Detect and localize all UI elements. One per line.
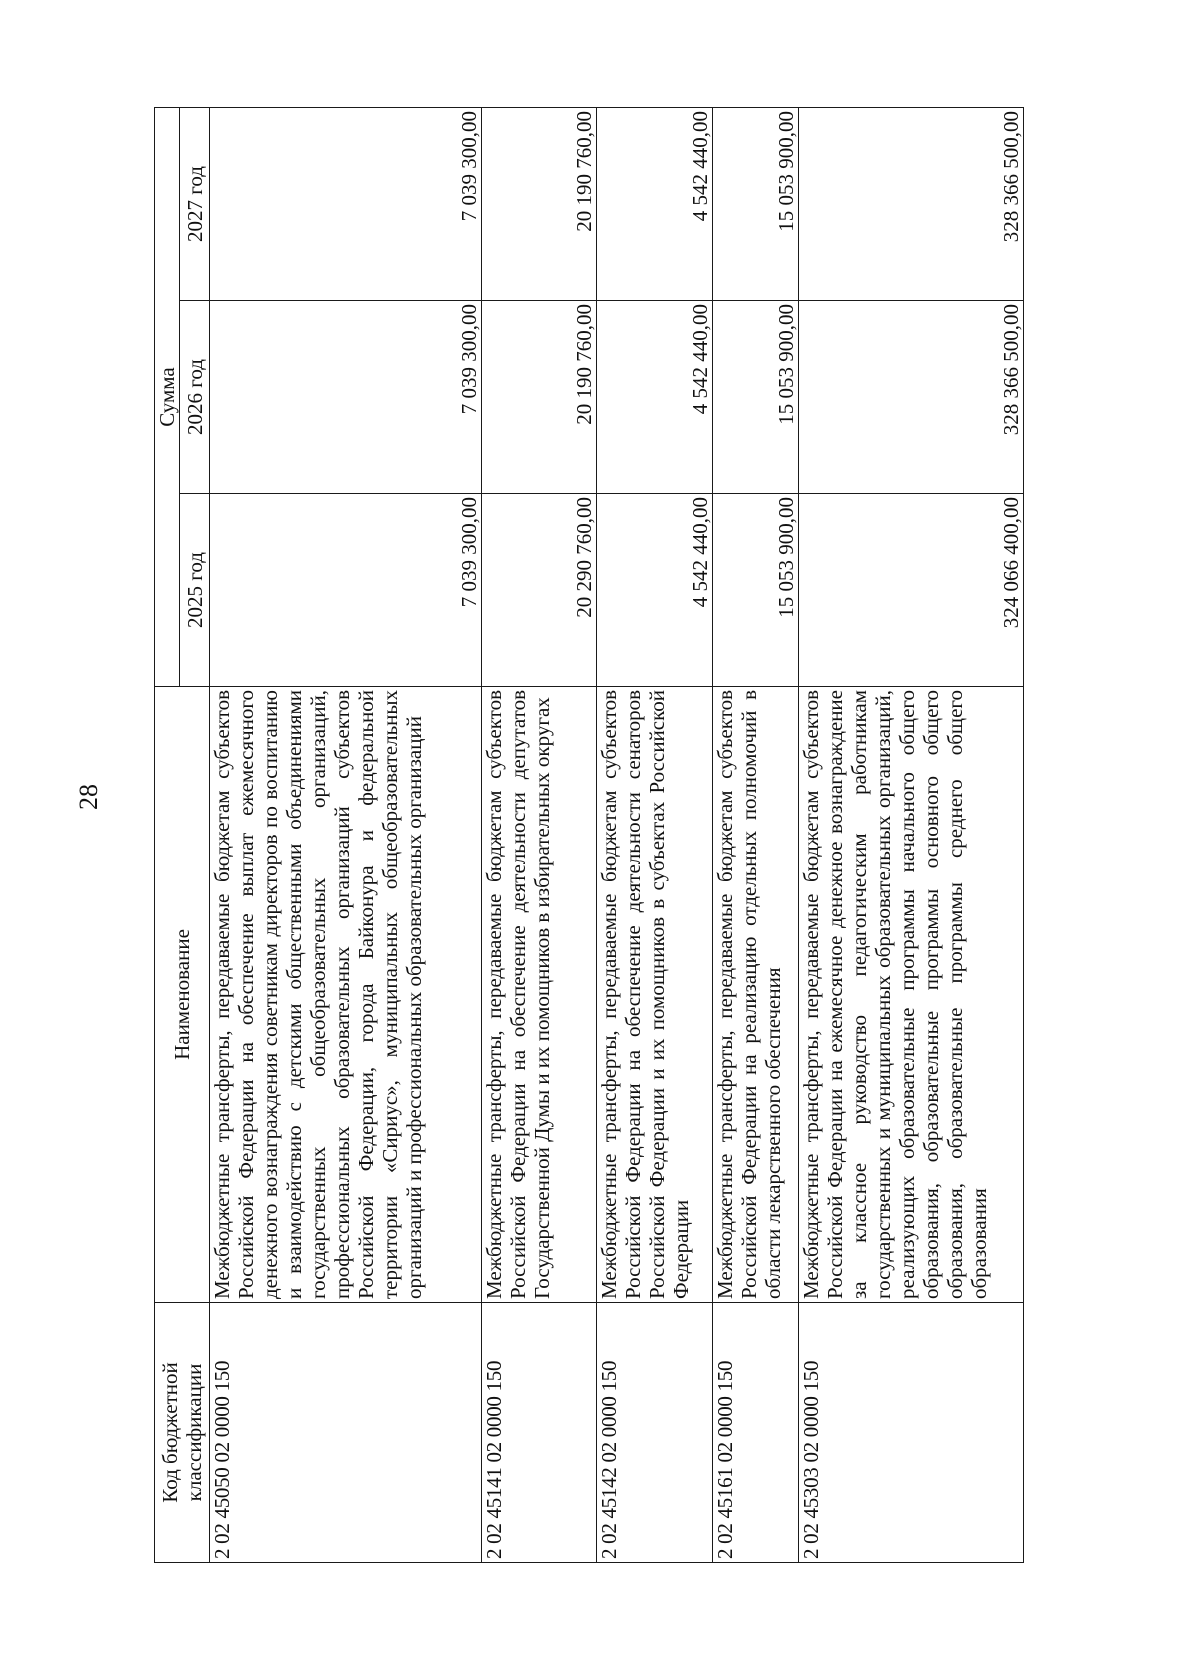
table-row	[712, 108, 798, 1563]
table-row	[482, 108, 597, 1563]
row-name: Межбюджетные трансферты, передаваемые бюджетам субъектов Российской Федерации на обеспечение выплат ежемесячного денежного вознаграждения советникам директоров по воспитанию и взаимодействию с детскими общественными объединениями государственных общеобразовательных организаций, профессиональных образовательных организаций субъектов Российской Федерации, города Байконура и федеральной территории «Сириус», муниципальных общеобразовательных организаций и профессиональных образовательных организаций	[210, 687, 482, 1303]
row-amount-2026: 328 366 500,00	[798, 301, 1023, 494]
row-name: Межбюджетные трансферты, передаваемые бюджетам субъектов Российской Федерации на ежемесячное денежное вознаграждение за классное руководство педагогическим работникам государственных и муниципальных образовательных организаций, реализующих образовательные программы начального общего образования, образовательные программы основного общего образования, образовательные программы среднего общего образования	[798, 687, 1023, 1303]
row-code: 2 02 45141 02 0000 150	[482, 1303, 597, 1563]
row-code: 2 02 45142 02 0000 150	[596, 1303, 712, 1563]
row-code: 2 02 45050 02 0000 150	[210, 1303, 482, 1563]
table-row	[596, 108, 712, 1563]
table-row	[798, 108, 1023, 1563]
header-code: Код бюджетной классификации	[155, 1303, 210, 1563]
rotated-table-wrapper	[154, 107, 1024, 1563]
row-name: Межбюджетные трансферты, передаваемые бюджетам субъектов Российской Федерации на обеспечение деятельности депутатов Государственной Думы и их помощников в избирательных округах	[482, 687, 597, 1303]
row-amount-2026: 15 053 900,00	[712, 301, 798, 494]
row-amount-2027: 328 366 500,00	[798, 108, 1023, 301]
row-amount-2025: 7 039 300,00	[210, 494, 482, 687]
row-amount-2025: 15 053 900,00	[712, 494, 798, 687]
row-amount-2027: 20 190 760,00	[482, 108, 597, 301]
row-amount-2025: 20 290 760,00	[482, 494, 597, 687]
header-year-2027: 2027 год	[180, 108, 210, 301]
row-amount-2027: 15 053 900,00	[712, 108, 798, 301]
row-amount-2026: 20 190 760,00	[482, 301, 597, 494]
budget-table	[154, 107, 1024, 1563]
page-number: 28	[74, 784, 103, 810]
table-row	[210, 108, 482, 1563]
header-year-2026: 2026 год	[180, 301, 210, 494]
row-amount-2027: 7 039 300,00	[210, 108, 482, 301]
row-code: 2 02 45161 02 0000 150	[712, 1303, 798, 1563]
row-amount-2027: 4 542 440,00	[596, 108, 712, 301]
row-name: Межбюджетные трансферты, передаваемые бюджетам субъектов Российской Федерации на обеспечение деятельности сенаторов Российской Федерации и их помощников в субъектах Российской Федерации	[596, 687, 712, 1303]
header-name: Наименование	[155, 687, 210, 1303]
header-row-1	[155, 108, 180, 1563]
row-name: Межбюджетные трансферты, передаваемые бюджетам субъектов Российской Федерации на реализацию отдельных полномочий в области лекарственного обеспечения	[712, 687, 798, 1303]
row-amount-2026: 7 039 300,00	[210, 301, 482, 494]
row-amount-2025: 324 066 400,00	[798, 494, 1023, 687]
row-amount-2025: 4 542 440,00	[596, 494, 712, 687]
header-year-2025: 2025 год	[180, 494, 210, 687]
row-amount-2026: 4 542 440,00	[596, 301, 712, 494]
row-code: 2 02 45303 02 0000 150	[798, 1303, 1023, 1563]
header-sum: Сумма	[155, 108, 180, 687]
